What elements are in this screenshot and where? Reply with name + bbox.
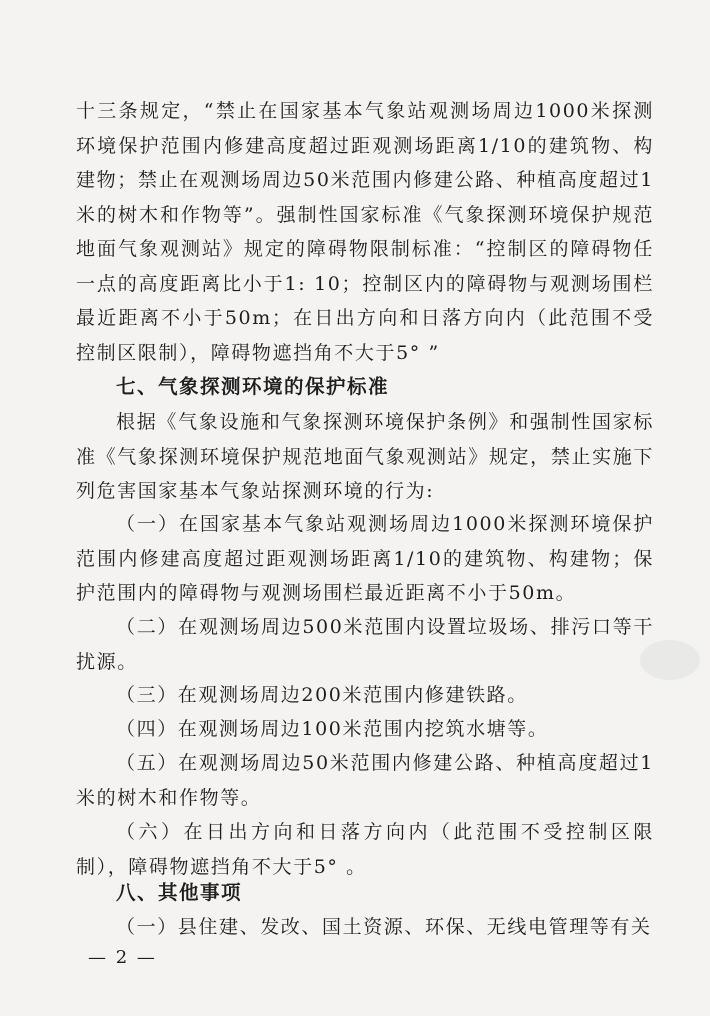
list-item-3: （三）在观测场周边200米范围内修建铁路。: [116, 684, 528, 706]
list-item-6: （六）在日出方向和日落方向内（此范围不受控制区限制），障碍物遮挡角不大于5° 。: [76, 821, 654, 878]
list-item-8-1: （一）县住建、发改、国土资源、环保、无线电管理等有关: [116, 916, 652, 938]
list-item-2: （二）在观测场周边500米范围内设置垃圾场、排污口等干扰源。: [76, 616, 654, 673]
list-item-4: （四）在观测场周边100米范围内挖筑水塘等。: [116, 718, 549, 740]
section-heading-8: 八、其他事项: [116, 881, 243, 904]
paragraph-prohibited-acts-intro: 根据《气象设施和气象探测环境保护条例》和强制性国家标准《气象探测环境保护规范地面气象观测站》规定，禁止实施下列危害国家基本气象站探测环境的行为:: [76, 411, 654, 502]
list-item-1: （一）在国家基本气象站观测场周边1000米探测环境保护范围内修建高度超过距观测场距离1/10的建筑物、构建物；保护范围内的障碍物与观测场围栏最近距离不小于50m。: [76, 513, 654, 604]
page-number: — 2 —: [88, 947, 157, 968]
paragraph-regulation-article-13: 十三条规定，“禁止在国家基本气象站观测场周边1000米探测环境保护范围内修建高度超过距观测场距离1/10的建筑物、构建物；禁止在观测场周边50米范围内修建公路、种植高度超过1米的树木和作物等”。强制性国家标准《气象探测环境保护规范地面气象观测站》规定的障碍物限制标准：“控制区的障碍物任一点的高度距离比小于1: 10；控制区内的障碍物与观测场围栏最近距离不小于50m；在日出方向和日落方向内（此范围不受控制区限制），障碍物遮挡角不大于5° ”: [76, 100, 654, 364]
list-item-5: （五）在观测场周边50米范围内修建公路、种植高度超过1米的树木和作物等。: [76, 752, 654, 809]
section-heading-7: 七、气象探测环境的保护标准: [116, 375, 390, 398]
